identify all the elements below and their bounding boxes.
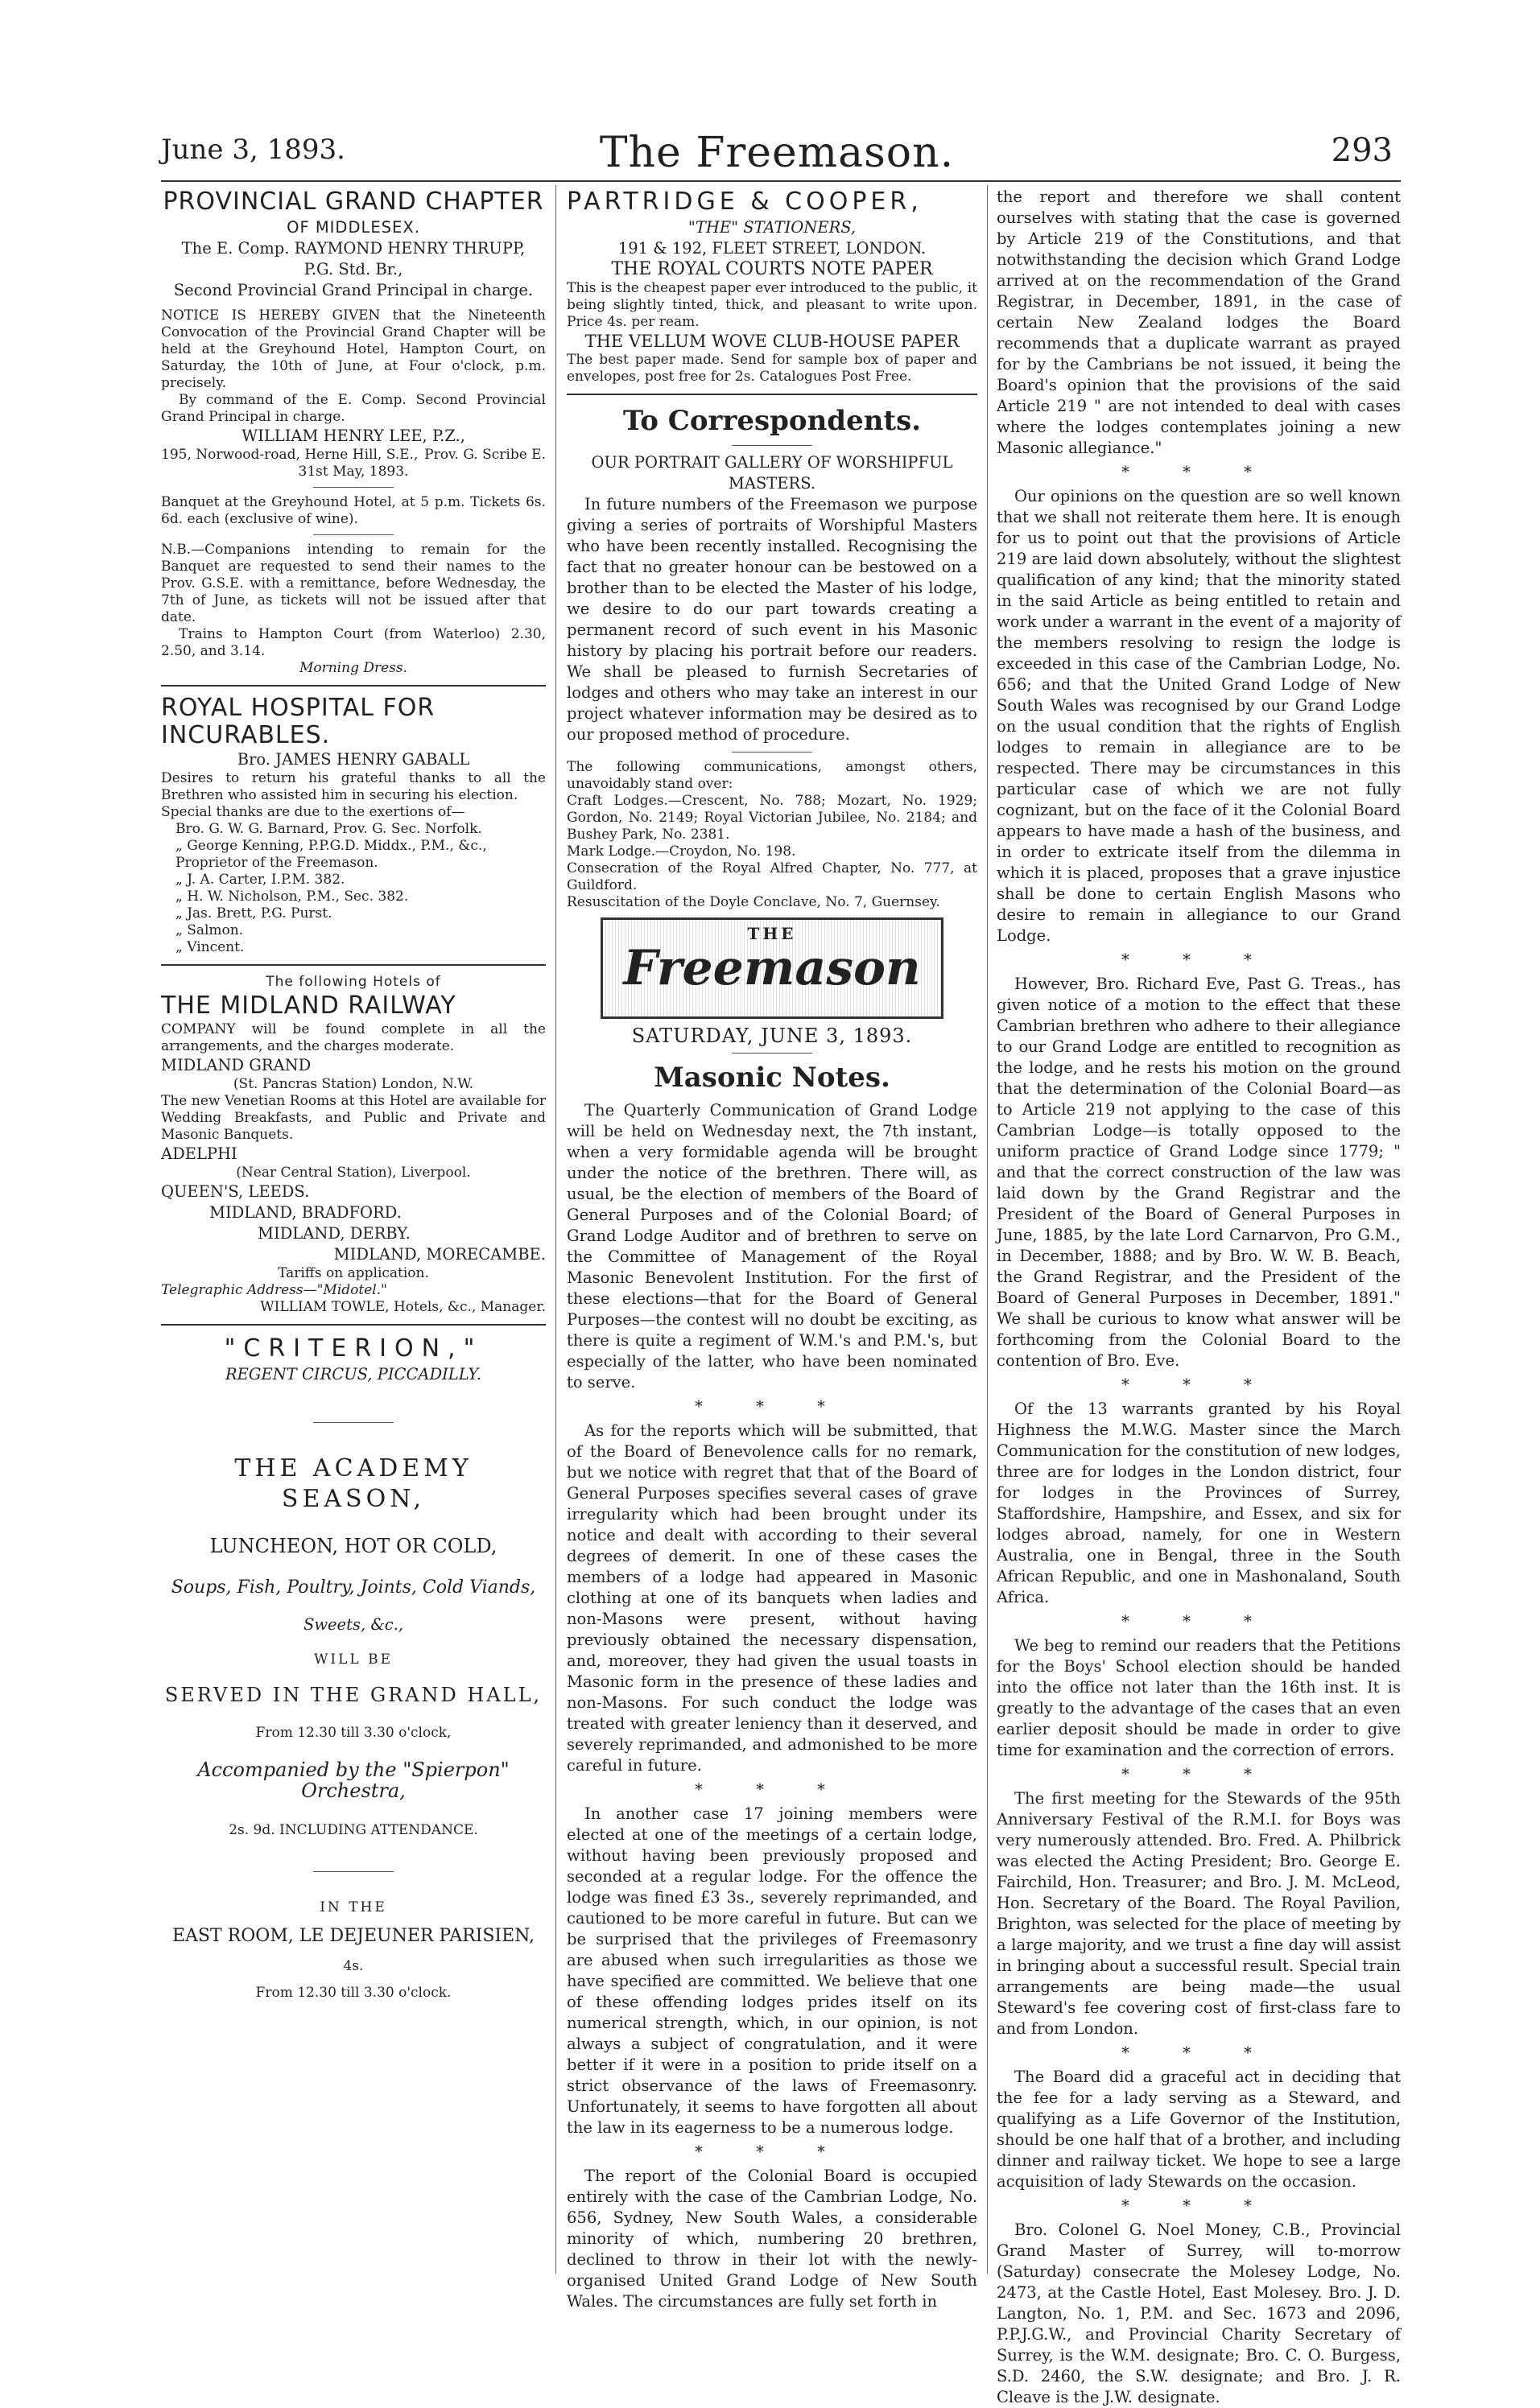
criterion-sweets: Sweets, &c., (303, 1615, 404, 1634)
column-divider (987, 185, 988, 2274)
issue-date: SATURDAY, JUNE 3, 1893. (631, 1025, 913, 1047)
criterion-menu: Soups, Fish, Poultry, Joints, Cold Viands, (171, 1577, 536, 1598)
article-paragraph: The report of the Colonial Board is occupied entirely with the case of the Cambrian Lodge, No. 656, Sydney, New South Wales, a considerable minority of which, numbering 20 brethren, declined to throw in their lot with the newly-organised United Grand Lodge of New South Wales. The circumstances are fully set forth in (567, 2167, 977, 2311)
divider (313, 1422, 394, 1423)
column-1 (161, 187, 546, 2002)
list-item: „ H. W. Nicholson, P.M., Sec. 382. (175, 889, 409, 905)
chapter-banquet: Banquet at the Greyhound Hotel, at 5 p.m. Tickets 6s. 6d. each (exclusive of wine). (161, 494, 546, 527)
criterion-in-the: IN THE (320, 1899, 387, 1915)
section-stars: * * * (695, 1780, 849, 1799)
article-paragraph: As for the reports which will be submitted, that of the Board of Benevolence calls for no remark, but we notice with regret that that of the Board of General Purposes specifies several cases of grave irregularity which had been brought under its notice and dealt with according to their several degrees of demerit. In one of these cases the members of a lodge had appeared in Masonic clothing at one of its banquets when ladies and non-Masons were present, without having previously obtained the necessary dispensation, and, moreover, they had given the usual toasts in Masonic form in the presence of these ladies and non-Masons. For such conduct the lodge was treated with greater leniency than it deserved, and severely reprimanded, and admonished to be more careful in future. (567, 1421, 977, 1775)
hospital-special: Special thanks are due to the exertions of— (161, 804, 465, 820)
criterion-price2: 4s. (343, 1958, 364, 1974)
section-stars: * * * (1121, 2043, 1276, 2062)
criterion-price: 2s. 9d. INCLUDING ATTENDANCE. (229, 1822, 478, 1838)
partridge-title: PARTRIDGE & COOPER, (567, 188, 923, 216)
criterion-orchestra: Accompanied by the "Spierpon" Orchestra, (197, 1759, 510, 1802)
hotel-name: MIDLAND, DERBY. (258, 1224, 411, 1243)
chapter-subtitle: OF MIDDLESEX. (287, 218, 420, 237)
gallery-title: OUR PORTRAIT GALLERY OF WORSHIPFUL MASTERS. (591, 453, 953, 493)
chapter-line: The E. Comp. RAYMOND HENRY THRUPP, (181, 239, 526, 258)
page-header (161, 129, 1393, 177)
hotel-name: QUEEN'S, LEEDS. (161, 1182, 310, 1201)
criterion-served: SERVED IN THE GRAND HALL, (164, 1684, 543, 1706)
hotel-location: (St. Pancras Station) London, N.W. (233, 1076, 474, 1092)
correspondents-title: To Correspondents. (622, 405, 922, 437)
hospital-desire: Desires to return his grateful thanks to all the Brethren who assisted him in securing his election. (161, 770, 546, 803)
correspondents-body: In future numbers of the Freemason we purpose giving a series of portraits of Worshipful Masters who have been recently installed. Recognising the fact that no greater honour can be bestowed on a brother than to be elected the Master of his lodge, we desire to do our part towards creating a permanent record of such event in his Masonic history by placing his portrait before our readers. We shall be pleased to furnish Secretaries of lodges and others who may take an interest in our project whatever information may be desired as to our proposed method of procedure. (567, 495, 977, 744)
list-item: Bro. G. W. G. Barnard, Prov. G. Sec. Norfolk. (175, 821, 482, 837)
criterion-location: REGENT CIRCUS, PICCADILLY. (225, 1365, 481, 1383)
criterion-will-be: WILL BE (313, 1651, 394, 1668)
criterion-hours2: From 12.30 till 3.30 o'clock. (255, 1985, 452, 2001)
header-title: The Freemason. (599, 129, 955, 177)
chapter-signer: WILLIAM HENRY LEE, P.Z., (242, 427, 465, 445)
chapter-line: P.G. Std. Br., (303, 260, 403, 278)
section-stars: * * * (1121, 1765, 1276, 1783)
midland-telegraphic: Telegraphic Address—"Midotel." (161, 1282, 387, 1298)
article-paragraph: The first meeting for the Stewards of the 95th Anniversary Festival of the R.M.I. for Boys was very numerously attended. Bro. Fred. A. Philbrick was elected the Acting President; Bro. George E. Fairchild, Hon. Treasurer; and Bro. J. M. McLeod, Hon. Secretary of the Board. The Royal Pavilion, Brighton, was selected for the place of meeting by a large majority, and we trust a fine day will assist in bringing about a successful result. Special train arrangements are being made—the usual Steward's fee covering cost of first-class fare to and from London. (997, 1789, 1401, 2038)
hotel-desc: The new Venetian Rooms at this Hotel are available for Wedding Breakfasts, and Public and Private and Masonic Banquets. (161, 1093, 546, 1143)
divider (732, 445, 812, 446)
divider (313, 1871, 394, 1872)
article-paragraph: Our opinions on the question are so well known that we shall not reiterate them here. It is enough for us to point out that the provisions of Article 219 are laid down absolutely, without the slightest qualification of any kind; that the minority stated in the said Article as being entitled to retain and work under a warrant in the event of a majority of the members resolving to resign the lodge is exceeded in this case of the Cambrian Lodge, No. 656; and that the United Grand Lodge of New South Wales was recognised by our Grand Lodge on the usual condition that the rights of English lodges to remain in allegiance are to be respected. There may be circumstances in this particular case of which we are not fully cognizant, but on the face of it the Colonial Board appears to have made a hash of the business, and in order to extricate itself from the dilemma in which it is placed, proposes that a grave injustice shall be done to certain English Masons who desire to remain in allegiance to our Grand Lodge. (997, 487, 1401, 945)
hospital-advert (161, 695, 546, 956)
section-stars: * * * (695, 2142, 849, 2161)
masthead-name: Freemason (623, 940, 921, 996)
midland-manager: WILLIAM TOWLE, Hotels, &c., Manager. (260, 1299, 546, 1315)
chapter-advert (161, 187, 546, 677)
article-paragraph: We beg to remind our readers that the Petitions for the Boys' School election should be handed into the office not later than the 16th inst. It is greatly to the advantage of the cases that an even earlier deposit should be made in order to give time for examination and the correction of errors. (997, 1636, 1401, 1759)
chapter-trains: Trains to Hampton Court (from Waterloo) 2.30, 2.50, and 3.14. (161, 626, 546, 659)
list-item: „ Vincent. (175, 939, 245, 955)
article-paragraph: The Quarterly Communication of Grand Lodge will be held on Wednesday next, the 7th instant, when a very formidable agenda will be brought under the notice of the brethren. There will, as usual, be the election of members of the Board of General Purposes and of the Colonial Board; of Grand Lodge Auditor and of brethren to serve on the Committee of Management of the Royal Masonic Benevolent Institution. For the first of these elections—that for the Board of General Purposes—the contest will no doubt be exciting, as there is quite a regiment of W.M.'s and P.M.'s, but especially of the latter, who have been nominated to serve. (567, 1101, 977, 1392)
masthead-logo (601, 917, 943, 1019)
notes-title: Masonic Notes. (654, 1062, 890, 1094)
section-stars: * * * (1121, 463, 1276, 481)
article-paragraph: In another case 17 joining members were elected at one of the meetings of a certain lodge, without having been previously proposed and seconded at a regular lodge. For the offence the lodge was fined £3 3s., severely reprimanded, and cautioned to be more careful in future. But can we be surprised that the privileges of Freemasonry are abused when such irregularities as those we have specified are committed. We believe that one of these offending lodges prides itself on its numerical strength, which, in our opinion, is not always a subject of congratulation, and it were better if it were in a position to pride itself on a strict observance of the laws of Freemasonry. Unfortunately, it seems to have forgotten all about the law in its eagerness to be a numerous lodge. (567, 1804, 977, 2137)
header-date: June 3, 1893. (161, 134, 345, 166)
chapter-notice: NOTICE IS HEREBY GIVEN that the Nineteenth Convocation of the Provincial Grand Chapter will be held at the Greyhound Hotel, Hampton Court, on Saturday, the 10th of June, at Four o'clock, p.m. precisely. (161, 307, 546, 391)
midland-tariffs: Tariffs on application. (278, 1265, 429, 1281)
criterion-advert (161, 1334, 546, 2002)
section-stars: * * * (1121, 1375, 1276, 1394)
section-rule (161, 964, 546, 966)
list-item: „ George Kenning, P.P.G.D. Middx., P.M., &c., Proprietor of the Freemason. (175, 838, 487, 871)
chapter-dress: Morning Dress. (299, 660, 408, 676)
hotel-name: MIDLAND, BRADFORD. (209, 1203, 402, 1222)
midland-body: COMPANY will be found complete in all the arrangements, and the charges moderate. (161, 1021, 546, 1054)
masthead-the: THE (747, 924, 797, 943)
criterion-room: EAST ROOM, LE DEJEUNER PARISIEN, (171, 1926, 535, 1946)
consecration: Consecration of the Royal Alfred Chapter, No. 777, at Guildford. (567, 860, 977, 893)
partridge-advert (567, 187, 977, 386)
chapter-line: Second Provincial Grand Principal in charge. (173, 281, 534, 299)
midland-pre: The following Hotels of (266, 974, 441, 990)
divider (313, 534, 394, 535)
article-paragraph: Of the 13 warrants granted by his Royal Highness the M.W.G. Master since the March Communication for the constitution of new lodges, three are for lodges in the London district, four for lodges in the Provinces of Surrey, Staffordshire, Hampshire, and Essex, and six for lodges abroad, namely, for one in Western Australia, one in Bengal, three in the South African Republic, and one in Mashonaland, South Africa. (997, 1400, 1401, 1606)
resuscitation: Resuscitation of the Doyle Conclave, No. 7, Guernsey. (567, 894, 940, 910)
chapter-nb: N.B.—Companions intending to remain for the Banquet are requested to send their names to the Prov. G.S.E. with a remittance, before Wednesday, the 7th of June, as tickets will not be issued after that date. (161, 542, 546, 625)
midland-advert (161, 974, 546, 1316)
column-divider (555, 185, 556, 2274)
list-item: „ Salmon. (175, 922, 244, 938)
partridge-subtitle: "THE" STATIONERS, (687, 218, 857, 237)
article-paragraph: The Board did a graceful act in deciding that the fee for a lady serving as a Steward, and qualifying as a Life Governor of the Institution, should be one half that of a brother, and including dinner and railway ticket. We hope to see a large acquisition of lady Stewards on the occasion. (997, 2068, 1401, 2191)
hotel-location: (Near Central Station), Liverpool. (236, 1165, 471, 1181)
chapter-address: 195, Norwood-road, Herne Hill, S.E., (161, 447, 419, 463)
craft-lodges: Craft Lodges.—Crescent, No. 788; Mozart, No. 1929; Gordon, No. 2149; Royal Victorian Jubilee, No. 2184; and Bushey Park, No. 2381. (567, 793, 977, 843)
article-paragraph: However, Bro. Richard Eve, Past G. Treas., has given notice of a motion to the effect that these Cambrian brethren who adhere to their allegiance to our Grand Lodge are entitled to recognition as the lodge, and he rests his motion on the ground that the determination of the Colonial Board—as to Article 219 not applying to the case of this Cambrian Lodge—is totally opposed to the uniform practice of Grand Lodge since 1779; " and that the correct construction of the law was laid down by the Grand Registrar and the President of the Board of General Purposes in June, 1885, by the late Lord Carnarvon, Pro G.M., in December, 1888; and by Bro. W. W. B. Beach, the Grand Registrar, and the President of the Board of General Purposes in December, 1891." We shall be curious to know what answer will be forthcoming from the Colonial Board to the contention of Bro. Eve. (997, 975, 1401, 1370)
partridge-paper: THE VELLUM WOVE CLUB-HOUSE PAPER (584, 332, 960, 351)
hospital-name: Bro. JAMES HENRY GABALL (237, 750, 470, 769)
chapter-title: PROVINCIAL GRAND CHAPTER (163, 188, 544, 216)
section-rule (161, 685, 546, 687)
hotel-name: MIDLAND, MORECAMBE. (333, 1245, 546, 1264)
hotel-name: ADELPHI (161, 1144, 237, 1163)
header-rule (161, 180, 1401, 182)
article-paragraph: Bro. Colonel G. Noel Money, C.B., Provincial Grand Master of Surrey, will to-morrow (Saturday) consecrate the Molesey Lodge, No. 2473, at the Castle Hotel, East Molesey. Bro. J. D. Langton, No. 1, P.M. and Sec. 1673 and 2096, P.P.J.G.W., and Provincial Charity Secretary of Surrey, is the W.M. designate; Bro. C. O. Burgess, S.D. 2460, the S.W. designate; and Bro. J. R. Cleave is the J.W. designate. (997, 2220, 1401, 2406)
criterion-title: "CRITERION," (224, 1334, 483, 1363)
partridge-paper: THE ROYAL COURTS NOTE PAPER (611, 259, 933, 279)
section-stars: * * * (1121, 2196, 1276, 2215)
hospital-title: ROYAL HOSPITAL FOR INCURABLES. (161, 694, 436, 749)
held-over: The following communications, amongst others, unavoidably stand over: (567, 759, 977, 792)
page-number: 293 (1331, 132, 1393, 169)
divider (732, 1053, 812, 1054)
mark-lodge: Mark Lodge.—Croydon, No. 198. (567, 843, 796, 860)
section-rule (161, 1324, 546, 1326)
list-item: „ J. A. Carter, I.P.M. 382. (175, 872, 345, 888)
section-stars: * * * (1121, 1612, 1276, 1631)
column-2 (567, 187, 977, 2312)
chapter-scribe: Prov. G. Scribe E. (424, 447, 546, 463)
section-stars: * * * (1121, 950, 1276, 969)
criterion-luncheon: LUNCHEON, HOT OR COLD, (209, 1535, 498, 1557)
list-item: „ Jas. Brett, P.G. Purst. (175, 905, 332, 922)
partridge-address: 191 & 192, FLEET STREET, LONDON. (617, 239, 927, 258)
chapter-command: By command of the E. Comp. Second Provincial Grand Principal in charge. (161, 392, 546, 425)
partridge-desc: This is the cheapest paper ever introduced to the public, it being slightly tinted, thick, and pleasant to write upon. Price 4s. per ream. (567, 280, 977, 330)
column-3 (997, 187, 1401, 2408)
section-stars: * * * (695, 1397, 849, 1416)
hotel-name: MIDLAND GRAND (161, 1056, 312, 1074)
criterion-season: THE ACADEMY SEASON, (234, 1454, 473, 1513)
section-rule (567, 394, 977, 395)
partridge-desc: The best paper made. Send for sample box of paper and envelopes, post free for 2s. Catalogues Post Free. (567, 352, 977, 385)
midland-title: THE MIDLAND RAILWAY (161, 992, 456, 1020)
criterion-hours: From 12.30 till 3.30 o'clock, (255, 1725, 452, 1741)
article-paragraph: the report and therefore we shall content ourselves with stating that the case is governed by Article 219 of the Constitutions, and that notwithstanding the decision which Grand Lodge arrived at on the recommendation of the Grand Registrar, in December, 1891, in the case of certain New Zealand lodges the Board recommends that a duplicate warrant as prayed for by the Cambrians be not issued, it being the Board's opinion that the provisions of the said Article 219 " are not intended to deal with cases where the lodges contemplates joining a new Masonic allegiance." (997, 188, 1401, 457)
divider (313, 487, 394, 488)
chapter-date: 31st May, 1893. (298, 464, 409, 480)
